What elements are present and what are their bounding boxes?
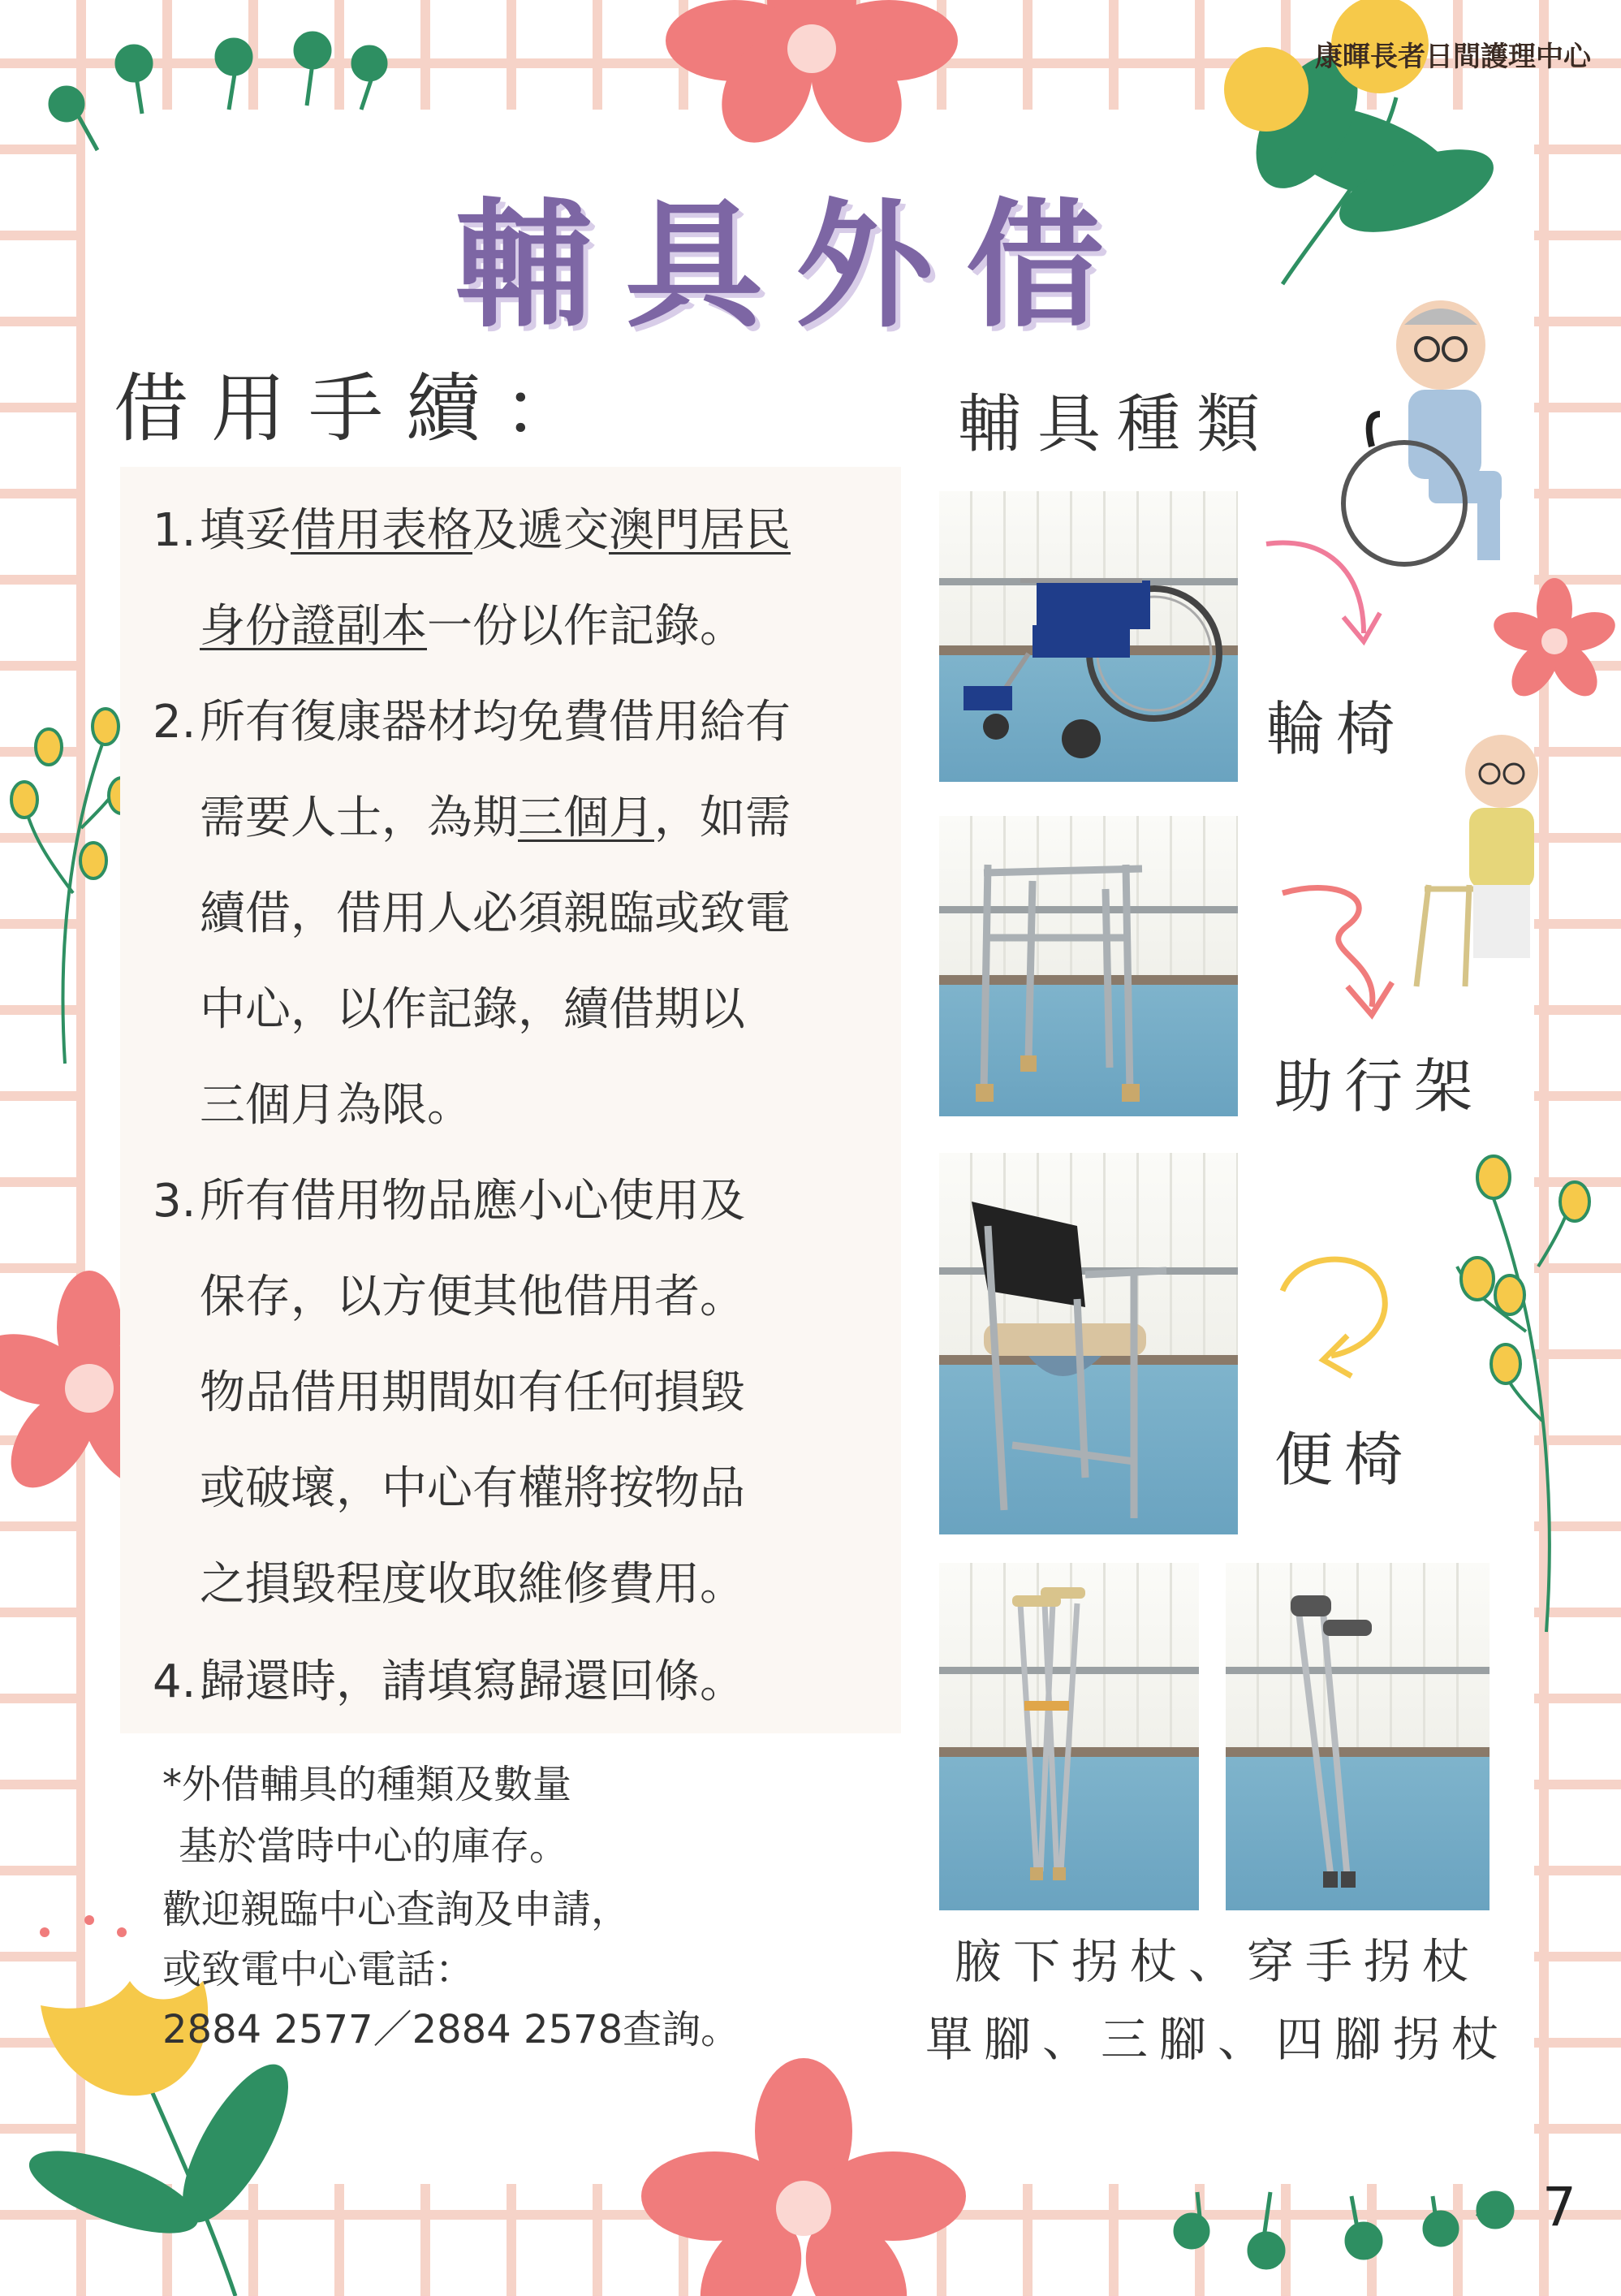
period-text: 三個月	[518, 792, 654, 844]
procedure-heading: 借用手續：	[114, 365, 601, 452]
step-text: 物品借用期間如有任何損毀	[200, 1366, 745, 1419]
stock-note	[162, 1754, 893, 1877]
note-line: *外借輔具的種類及數量	[162, 1762, 572, 1807]
step-text: 所有借用物品應小心使用及	[200, 1175, 745, 1228]
page-title: 輔具外借	[454, 186, 1136, 347]
contact-phone: 2884 2577／2884 2578查詢。	[162, 2007, 740, 2052]
walker-label: 助行架	[1274, 1052, 1485, 1120]
step-text: 續借，借用人必須親臨或致電	[200, 887, 791, 940]
right-small-flower-icon	[1489, 578, 1620, 705]
crutch-labels	[909, 1923, 1526, 2078]
id-copy-text: 身份證副本	[200, 600, 427, 653]
elderly-wheelchair-icon	[1331, 292, 1558, 576]
step-text: 填妥	[200, 504, 291, 557]
right-branch-icon	[1457, 1156, 1589, 1632]
center-name: 康暉長者日間護理中心	[1315, 41, 1591, 73]
walker-icon	[939, 816, 1238, 1116]
top-flower-icon	[666, 0, 958, 159]
bottom-right-berries-icon	[1175, 2192, 1512, 2268]
page-number: 7	[1542, 2176, 1576, 2238]
step-number: 4.	[153, 1655, 196, 1708]
top-left-berries-icon	[50, 33, 386, 150]
walker-photo	[939, 816, 1238, 1116]
contact-line: 或致電中心電話：	[162, 1947, 475, 1992]
commode-icon	[939, 1153, 1238, 1534]
step-text: 歸還時，請填寫歸還回條。	[200, 1655, 745, 1708]
forearm-crutch-icon	[1226, 1563, 1490, 1910]
left-branch-icon	[11, 709, 135, 1064]
crutch-icon	[939, 1563, 1199, 1910]
commode-label: 便椅	[1274, 1426, 1415, 1494]
contact-info	[162, 1880, 893, 2060]
step-4	[153, 1634, 877, 1730]
types-heading: 輔具種類	[958, 388, 1277, 461]
wheelchair-label: 輪椅	[1266, 695, 1407, 763]
arrow-walker-icon	[1266, 869, 1412, 1023]
step-number: 1.	[153, 504, 196, 557]
step-text: 之損毀程度收取維修費用。	[200, 1558, 745, 1611]
elderly-walker-icon	[1404, 727, 1567, 995]
step-text: 所有復康器材均免費借用給有	[200, 696, 791, 749]
step-text: 一份以作記錄。	[427, 600, 745, 653]
step-text: ，如需	[654, 792, 791, 844]
step-number: 3.	[153, 1175, 196, 1228]
step-text: 保存，以方便其他借用者。	[200, 1271, 745, 1323]
step-text: 或破壞，中心有權將按物品	[200, 1462, 745, 1515]
step-text: 需要人士，為期	[200, 792, 518, 844]
step-text: 及遞交	[472, 504, 609, 557]
forearm-crutch-photo	[1226, 1563, 1490, 1910]
procedure-steps	[120, 467, 901, 1733]
contact-line: 歡迎親臨中心查詢及申請，	[162, 1887, 631, 1932]
step-number: 2.	[153, 696, 196, 749]
note-line: 基於當時中心的庫存。	[179, 1823, 569, 1869]
step-1	[153, 483, 877, 675]
wheelchair-icon	[939, 491, 1238, 782]
crutch-label-line: 腋下拐杖、穿手拐杖	[954, 1934, 1481, 1989]
underarm-crutch-photo	[939, 1563, 1199, 1910]
step-3	[153, 1154, 877, 1633]
wheelchair-photo	[939, 491, 1238, 782]
id-text: 澳門居民	[609, 504, 791, 557]
crutch-label-line: 單腳、三腳、四腳拐杖	[925, 2012, 1510, 2067]
commode-photo	[939, 1153, 1238, 1534]
step-text: 中心，以作記錄，續借期以	[200, 983, 745, 1036]
form-link-text: 借用表格	[291, 504, 472, 557]
step-2	[153, 675, 877, 1154]
bottom-flower-icon	[641, 2058, 966, 2296]
step-text: 三個月為限。	[200, 1079, 472, 1132]
arrow-commode-icon	[1266, 1234, 1412, 1380]
